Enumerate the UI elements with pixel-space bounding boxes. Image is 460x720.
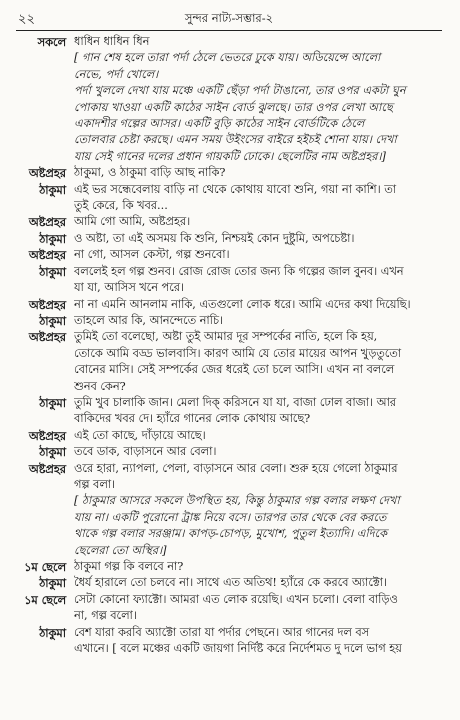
dialogue-line [16,395,442,411]
dialogue-line [16,575,442,591]
dialogue-text: তোকে আমি বড্ড ভালবাসি। কারণ আমি যে তোর মায়ের আপন খুড়তুতো [74,346,402,360]
dialogue-text: না, গল্প বলো। [74,609,137,623]
dialogue-text: আমি গো আমি, অষ্টপ্রহর। [74,215,191,229]
stage-direction-text: নেভে, পর্দা খোলে। [74,67,159,81]
dialogue-line [16,231,442,247]
dialogue-text: বললেই হল গল্প শুনব। রোজ রোজ তোর জন্য কি গল্পের জাল বুনব। এখন [74,264,404,278]
speaker-name [16,132,74,148]
dialogue-line [16,182,442,198]
speaker-name: ১ম ছেলে [24,592,66,607]
dialogue-text: এখানে। [ বলে মঞ্চের একটি জায়গা নির্দিষ্ট করে নির্দেশমত দু দলে ভাগ হয় [74,642,402,656]
speaker-name: অষ্টপ্রহর [28,297,66,312]
dialogue-text: শুনব কেন? [74,379,126,393]
speaker-name [16,100,74,116]
stage-direction-text: পর্দা খুললে দেখা যায় মঞ্চে একটি ছেঁড়া পর্দা টাঙানো, তার ওপর একটা ঘুন [74,84,406,98]
dialogue-line [16,247,442,263]
dialogue-line [16,592,442,608]
dialogue-text: ধাধিন ধাধিন ধিন [74,35,150,48]
dialogue-text: ঠাকুমা গল্প কি বলবে না? [74,560,184,573]
stage-direction-text: থাকে গল্প বলার সরঞ্জাম। কাপড়-চোপড়, মুখোশ, পুতুল ইত্যাদি। এদিকে [74,527,388,541]
speaker-name: অষ্টপ্রহর [28,248,66,263]
speaker-name: অষ্টপ্রহর [28,215,66,230]
dialogue-line [16,214,442,230]
running-title: সুন্দর নাট্য-সম্ভার-২ [184,11,274,25]
speaker-name [16,411,74,427]
dialogue-text: বাকিদের খবর দে। হ্যাঁরে গানের লোক কোথায় আছে? [74,412,311,426]
speaker-name [16,493,74,509]
speaker-name: অষ্টপ্রহর [28,166,66,181]
dialogue-line [16,280,442,296]
dialogue-text: যা যা, আসিস খনে পরে। [74,281,185,295]
speaker-name: ঠাকুমা [39,182,66,197]
stage-direction-text: পোকায় খাওয়া একটি কাঠের সাইন বোর্ড ঝুলছে। তার ওপর লেখা আছে [74,100,393,114]
dialogue-line [16,83,442,99]
dialogue-text: তুমি খুব চালাকি জান। মেলা দিক্ করিসনে যা যা, বাজা ঢোল বাজা। আর [74,395,397,409]
dialogue-line [16,411,442,427]
dialogue-line [16,116,442,132]
speaker-name: ঠাকুমা [39,231,66,246]
dialogue-line [16,34,442,50]
dialogue-text: ওরে হারা, ন্যাপলা, পেলা, বাড়াসনে আর বেলা। শুরু হয়ে গেলো ঠাকুমার [74,461,398,475]
stage-direction-text: যায় না। একটি পুরোনো ট্রাঙ্ক নিয়ে বসে। তারপর তার থেকে বের করতে [74,510,387,524]
speaker-name: ঠাকুমা [39,313,66,328]
speaker-name [16,526,74,542]
header-rule [16,30,442,31]
speaker-name [16,149,74,165]
dialogue-line [16,100,442,116]
dialogue-line [16,428,442,444]
speaker-name [16,608,74,624]
dialogue-line [16,641,442,657]
dialogue-line [16,198,442,214]
speaker-name: ঠাকুমা [39,264,66,279]
speaker-name [16,362,74,378]
dialogue-line [16,379,442,395]
dialogue-text: গল্প বলা। [74,477,116,491]
speaker-name [16,116,74,132]
speaker-name [16,543,74,559]
dialogue-line [16,493,442,509]
dialogue-line [16,50,442,66]
dialogue-line [16,346,442,362]
page-header [16,8,442,30]
dialogue-text: তুই কেরে, কি খবর... [74,199,168,213]
dialogue-line [16,543,442,559]
dialogue-text: সেটা কোনো ফ্যাক্টো। আমরা এত লোক রয়েছি। এখন চলো। বেলা বাড়িও [74,592,398,606]
dialogue-line [16,329,442,345]
stage-direction-text: [ গান শেষ হলে তারা পর্দা ঠেলে ভেতরে ঢুকে যায়। অডিয়েন্সে আলো [74,51,381,65]
stage-direction-text: তোলবার চেষ্টা করছে। এমন সময় উইংসের বাইরে হইচই শোনা যায়। দেখা [74,133,397,147]
speaker-name [16,477,74,493]
dialogue-text: না না এমনি আনলাম নাকি, এতগুলো লোক ধরে। আমি এদের কথা দিয়েছি। [74,297,411,311]
dialogue-text: এই ভর সন্ধেবেলায় বাড়ি না থেকে কোথায় যাবো শুনি, গয়া না কাশি। তা [74,182,396,196]
speaker-name [16,379,74,395]
dialogue-line [16,625,442,641]
dialogue-line [16,297,442,313]
script-body [16,34,442,657]
speaker-name [16,641,74,657]
dialogue-line [16,165,442,181]
speaker-name: ঠাকুমা [39,625,66,640]
speaker-name [16,346,74,362]
dialogue-line [16,67,442,83]
dialogue-line [16,510,442,526]
speaker-name: অষ্টপ্রহর [28,428,66,443]
stage-direction-text: যায় সেই গানের দলের প্রধান গায়কটি ঢোকে। ছেলেটির নাম অষ্টপ্রহর।] [74,149,386,163]
dialogue-line [16,362,442,378]
speaker-name [16,198,74,214]
stage-direction-text: ছেলেরা তো অস্থির।] [74,543,167,557]
dialogue-text: বোনের মাসি। সেই সম্পর্কের জের ধরেই তো চলে আসি। এখন না বললে [74,363,395,377]
dialogue-text: ঠাকুমা, ও ঠাকুমা বাড়ি আছ নাকি? [74,166,226,180]
dialogue-line [16,461,442,477]
dialogue-line [16,313,442,329]
dialogue-text: তুমিই তো বলেছো, অষ্টা তুই আমার দূর সম্পর্কের নাতি, হলে কি হয়, [74,330,378,344]
dialogue-text: বেশ যারা করবি অ্যাক্টো তারা যা পর্দার পেছনে। আর গানের দল বস [74,625,370,639]
dialogue-text: ধৈর্য হারালে তো চলবে না। সাথে এত অতিথ! হ্যাঁরে কে করবে অ্যাক্টো। [74,576,387,590]
speaker-name [16,280,74,296]
dialogue-line [16,149,442,165]
speaker-name [16,83,74,99]
page-number: ২২ [18,12,35,27]
dialogue-text: না গো, আসল কেস্টা, গল্প শুনবো। [74,248,230,262]
speaker-name [16,510,74,526]
speaker-name: অষ্টপ্রহর [28,330,66,345]
dialogue-text: তাহলে আর কি, আনন্দেতে নাচি। [74,313,224,327]
dialogue-line [16,559,442,575]
dialogue-line [16,526,442,542]
speaker-name: ঠাকুমা [39,445,66,460]
speaker-name: ঠাকুমা [39,576,66,591]
speaker-name: সকলে [37,35,66,49]
dialogue-line [16,132,442,148]
speaker-name: অষ্টপ্রহর [28,461,66,476]
dialogue-text: তবে ডাক, বাড়াসনে আর বেলা। [74,445,217,459]
dialogue-text: ও অষ্টা, তা এই অসময় কি শুনি, নিশ্চয়ই কোন দুষ্টুমি, অপচেষ্টা। [74,231,355,245]
stage-direction-text: একাদশীর গল্পের আসর। একটি বুড়ি কাঠের সাইন বোর্ডটিকে ঠেলে [74,117,365,131]
stage-direction-text: [ ঠাকুমার আসরে সকলে উপস্থিত হয়, কিন্তু ঠাকুমার গল্প বলার লক্ষণ দেখা [74,494,400,508]
dialogue-line [16,608,442,624]
dialogue-line [16,477,442,493]
speaker-name: ঠাকুমা [39,395,66,410]
speaker-name [16,67,74,83]
speaker-name [16,50,74,66]
dialogue-text: এই তো কাছে, দাঁড়ায়ে আছে। [74,428,206,442]
dialogue-line [16,264,442,280]
speaker-name: ১ম ছেলে [24,560,66,574]
dialogue-line [16,444,442,460]
